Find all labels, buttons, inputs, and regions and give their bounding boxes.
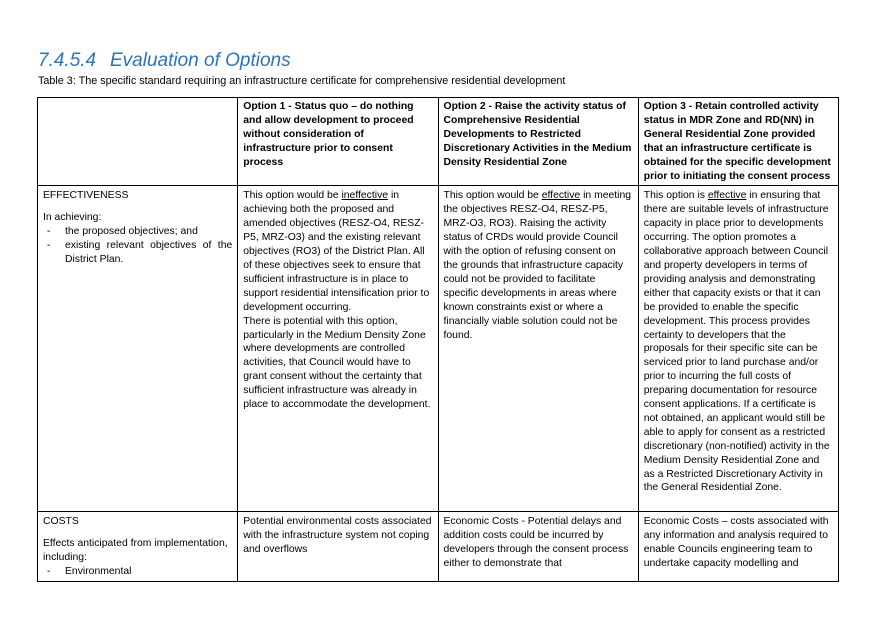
costs-option-3: Economic Costs – costs associated with any information and analysis required to enable Councils engineering team to undertake capacity modelling and bbox=[638, 512, 838, 582]
text-span: in ensuring that there are suitable levels of infrastructure capacity in place prior to developments occurring. The option promotes a collaborative approach between Council and property developers in terms of providing analysis and demonstrating either that capacity exists or that it can be provided to enable the specific development. This process provides certainty to developers that the proposals for their specific site can be serviced prior to land purchase and/or prior to incurring the full costs of preparing documentation for resource consent applications. If a certificate is not obtained, an applicant would still be able to apply for consent as a restricted discretionary (non-notified) activity in the Medium Density Residential Zone and as a Restricted Discretionary Activity in the General Residential Zone. bbox=[643, 190, 830, 494]
text-span: in achieving both the proposed and amended objectives (RESZ-O4, RESZ-P5, MRZ-O3) and the existing relevant objectives (RO3) of the District Plan. All of these objectives seek to ensure that sufficient infrastructure is in place to support residential intensification prior to development occurring. bbox=[243, 190, 430, 313]
header-option-3: Option 3 - Retain controlled activity status in MDR Zone and RD(NN) in General Residential Zone provided that an infrastructure certificate is obtained for the specific development prior to initiating the consent process bbox=[638, 98, 838, 186]
section-title: Evaluation of Options bbox=[110, 50, 291, 71]
effectiveness-option-3 bbox=[638, 186, 838, 512]
table-header-row bbox=[38, 98, 839, 186]
evaluation-table bbox=[37, 97, 839, 582]
costs-intro: Effects anticipated from implementation, including: bbox=[43, 538, 228, 564]
section-heading bbox=[38, 50, 291, 72]
option-3-paragraph bbox=[644, 189, 833, 495]
option-2-paragraph bbox=[444, 189, 633, 342]
costs-option-1: Potential environmental costs associated with the infrastructure system not coping and overflows bbox=[238, 512, 438, 582]
option-1-paragraph bbox=[243, 189, 432, 314]
option-1-paragraph-2: There is potential with this option, particularly in the Medium Density Zone where developments are controlled activities, that Council would have to grant consent without the certainty that sufficient infrastructure was already in place to accommodate the development. bbox=[243, 315, 431, 411]
table-caption: Table 3: The specific standard requiring an infrastructure certificate for comprehensive residential development bbox=[38, 75, 566, 87]
effectiveness-option-1 bbox=[238, 186, 438, 512]
table-row-costs bbox=[38, 512, 839, 582]
underlined-term: ineffective bbox=[341, 190, 389, 202]
header-option-1: Option 1 - Status quo – do nothing and allow development to proceed without consideration of infrastructure prior to consent process bbox=[238, 98, 438, 186]
costs-list bbox=[43, 565, 232, 579]
costs-label: COSTS bbox=[43, 516, 79, 528]
effectiveness-criteria-cell bbox=[38, 186, 238, 512]
text-span: This option would be bbox=[243, 190, 342, 202]
effectiveness-option-2 bbox=[438, 186, 638, 512]
list-item: - existing relevant objectives of the District Plan. bbox=[43, 239, 232, 267]
text-span: This option is bbox=[643, 190, 708, 202]
effectiveness-list bbox=[43, 225, 232, 267]
costs-option-2: Economic Costs - Potential delays and addition costs could be incurred by developers through the consent process either to demonstrate that bbox=[438, 512, 638, 582]
list-item: - the proposed objectives; and bbox=[43, 225, 232, 239]
section-number: 7.4.5.4 bbox=[38, 50, 97, 71]
effectiveness-label: EFFECTIVENESS bbox=[43, 190, 129, 202]
text-span: This option would be bbox=[443, 190, 542, 202]
text-span: in meeting the objectives RESZ-O4, RESZ-P5, MRZ-O3, RO3). Raising the activity status of CRDs would provide Council with the option of refusing consent on the grounds that infrastructure capacity could not be provided to facilitate specific developments in areas where known constraints exist or where a financially viable solution could not be found. bbox=[443, 190, 632, 341]
effectiveness-intro: In achieving: bbox=[43, 212, 102, 224]
table-row-effectiveness bbox=[38, 186, 839, 512]
list-item: - Environmental bbox=[43, 565, 232, 579]
header-option-2: Option 2 - Raise the activity status of Comprehensive Residential Developments to Restricted Discretionary Activities in the Medium Density Residential Zone bbox=[438, 98, 638, 186]
underlined-term: effective bbox=[707, 190, 747, 202]
header-empty-cell bbox=[38, 98, 238, 186]
underlined-term: effective bbox=[541, 190, 581, 202]
costs-criteria-cell bbox=[38, 512, 238, 582]
